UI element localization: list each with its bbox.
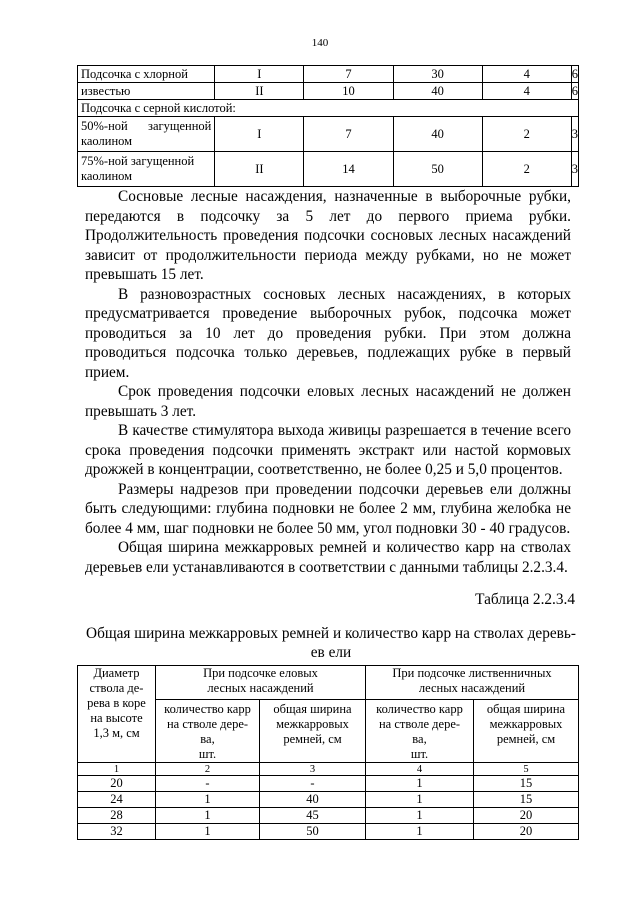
paragraph: В разновозрастных сосновых лесных насаждениях, в которых предусматривается проведение выборочных рубок, подсочка может проводиться за 10 лет до проведения рубки. При этом должна проводиться подсочка только деревьев, подлежащих рубке в первый прием. — [85, 285, 571, 381]
table-row — [78, 117, 579, 152]
cell: 50 — [393, 152, 482, 187]
cell: 40 — [260, 792, 366, 808]
header-line: на высоте — [90, 711, 143, 725]
header-line: ва, — [200, 732, 215, 746]
cell: 15 — [474, 792, 579, 808]
paragraph: Срок проведения подсочки еловых лесных насаждений не должен превышать 3 лет. — [85, 383, 571, 420]
table-row — [78, 66, 579, 83]
cell: 2 — [482, 117, 571, 152]
table-row — [78, 808, 579, 824]
cell: 14 — [304, 152, 393, 187]
cell: 1 — [156, 824, 260, 840]
row-label-line2: каолином — [81, 169, 133, 183]
column-number-row — [78, 763, 579, 776]
cell: 7 — [304, 117, 393, 152]
header-line: на стволе дере- — [378, 717, 461, 731]
cell: 30 — [393, 66, 482, 83]
page-number: 140 — [311, 37, 329, 49]
cell: 15 — [474, 776, 579, 792]
paragraph: Общая ширина межкарровых ремней и количество карр на стволах деревьев ели устанавливаются в соответствии с данными таблицы 2.2.3.4. — [85, 539, 571, 576]
table-title-line2: ев ели — [310, 644, 352, 661]
cell: 1 — [366, 792, 474, 808]
header-line: При подсочке еловых — [203, 666, 318, 680]
header-line: ремней, см — [496, 732, 556, 746]
header-diameter — [78, 666, 156, 763]
table-row — [78, 83, 579, 100]
cell: - — [260, 776, 366, 792]
header-line: Диаметр — [93, 666, 140, 680]
cell: 1 — [366, 776, 474, 792]
paragraph: В качестве стимулятора выхода живицы разрешается в течение всего срока проведения подсочки применять экстракт или настой кормовых дрожжей в концентрации, соответственно, не более 0,25 и 5,0 процентов. — [85, 422, 571, 478]
body-text — [85, 187, 571, 577]
cell: 1 — [156, 792, 260, 808]
table-row — [78, 792, 579, 808]
cell: 20 — [78, 776, 156, 792]
table-title-line1: Общая ширина межкарровых ремней и количество карр на стволах деревь- — [86, 625, 576, 642]
header-spruce — [156, 666, 366, 700]
row-label: известью — [78, 83, 215, 100]
header-line: лесных насаждений — [207, 681, 314, 695]
cell: 20 — [474, 824, 579, 840]
header-larch — [366, 666, 579, 700]
header-line: количество карр — [164, 702, 251, 716]
cell: 6 — [571, 83, 578, 98]
table-row — [78, 152, 579, 187]
column-number: 1 — [78, 763, 156, 776]
header-line: шт. — [198, 747, 217, 761]
header-line: количество карр — [376, 702, 463, 716]
cell: 28 — [78, 808, 156, 824]
header-line: общая ширина — [486, 702, 566, 716]
resin-tapping-table — [77, 665, 579, 840]
table-row — [78, 824, 579, 840]
column-number: 5 — [474, 763, 579, 776]
column-number: 2 — [156, 763, 260, 776]
header-line: общая ширина — [273, 702, 352, 716]
row-label-line1: 50%-ной загущенной — [81, 119, 212, 133]
cell: 4 — [482, 66, 571, 83]
cell: I — [215, 117, 304, 152]
cell: II — [215, 83, 304, 100]
header-count — [156, 700, 260, 763]
cell: 50 — [260, 824, 366, 840]
table-title — [80, 624, 582, 662]
cell: 32 — [78, 824, 156, 840]
column-number: 3 — [260, 763, 366, 776]
header-line: на стволе дере- — [166, 717, 249, 731]
header-line: ствола де- — [89, 681, 144, 695]
cell: - — [156, 776, 260, 792]
cell: 45 — [260, 808, 366, 824]
cell: 1 — [366, 824, 474, 840]
row-label: Подсочка с серной кислотой: — [78, 100, 579, 117]
header-width — [260, 700, 366, 763]
cell: 3 — [571, 152, 578, 187]
table-row — [78, 776, 579, 792]
paragraph: Размеры надрезов при проведении подсочки деревьев ели должны быть следующими: глубина подновки не более 2 мм, глубина желобка не более 4 мм, шаг подновки не более 50 мм, угол подновки 30 - 40 градусов. — [85, 480, 571, 537]
cell: 1 — [156, 808, 260, 824]
row-label — [78, 152, 215, 187]
cell: 4 — [482, 83, 571, 100]
header-width — [474, 700, 579, 763]
cell: 20 — [474, 808, 579, 824]
cell: II — [215, 152, 304, 187]
header-line: лесных насаждений — [418, 681, 526, 695]
header-line: При подсочке лиственничных — [392, 666, 552, 680]
header-count — [366, 700, 474, 763]
cell: I — [215, 66, 304, 83]
header-line: ремней, см — [283, 732, 342, 746]
row-label — [78, 117, 215, 152]
header-line: 1,3 м, см — [93, 726, 140, 740]
cell: 3 — [571, 117, 578, 152]
cell: 24 — [78, 792, 156, 808]
row-label-line2: каолином — [81, 134, 133, 148]
cell: 10 — [304, 83, 393, 100]
paragraph: Сосновые лесные насаждения, назначенные в выборочные рубки, передаются в подсочку за 5 лет до первого приема рубки. Продолжительность проведения подсочки сосновых лесных насаждений зависит от продолжительности периода между рубками, но не может превышать 15 лет. — [85, 188, 571, 283]
header-line: рева в коре — [87, 696, 146, 710]
cell: 40 — [393, 83, 482, 100]
top-table — [77, 65, 579, 187]
table-caption: Таблица 2.2.3.4 — [475, 591, 575, 608]
cell: 1 — [366, 808, 474, 824]
header-line: ва, — [412, 732, 427, 746]
cell: 2 — [482, 152, 571, 187]
cell: 40 — [393, 117, 482, 152]
header-line: межкарровых — [489, 717, 563, 731]
cell: 6 — [571, 66, 578, 81]
row-label: Подсочка с хлорной — [78, 66, 215, 83]
cell: 7 — [304, 66, 393, 83]
row-label-line1: 75%-ной загущенной — [81, 154, 195, 168]
column-number: 4 — [366, 763, 474, 776]
header-row — [78, 666, 579, 700]
header-line: шт. — [410, 747, 429, 761]
header-line: межкарровых — [276, 717, 349, 731]
table-row — [78, 100, 579, 117]
